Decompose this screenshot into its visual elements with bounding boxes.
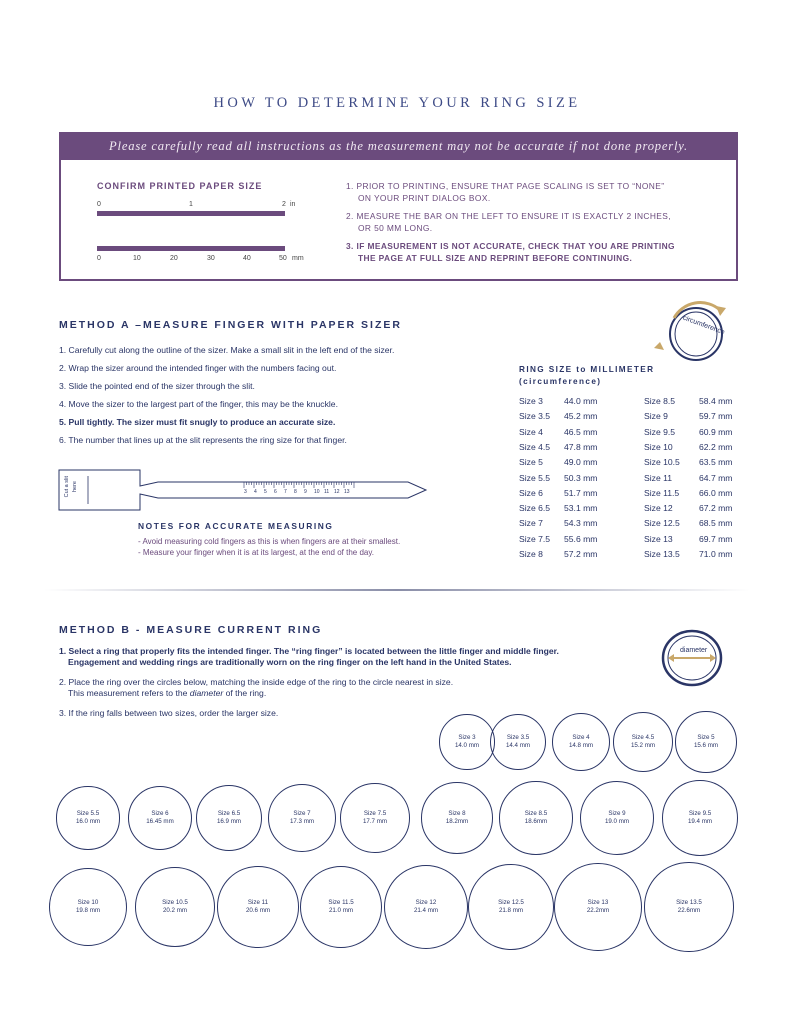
confirm-step-1-line2: ON YOUR PRINT DIALOG BOX. bbox=[358, 193, 491, 203]
sizer-scale-number: 8 bbox=[294, 489, 297, 495]
circle-size-label: Size 4 bbox=[572, 733, 590, 741]
circle-mm-label: 21.0 mm bbox=[328, 906, 354, 914]
table-size: Size 3 bbox=[519, 396, 543, 406]
circle-size-label: Size 9.5 bbox=[688, 809, 712, 817]
note: - Avoid measuring cold fingers as this is when fingers are at their smallest. bbox=[138, 537, 401, 546]
ring-size-circle bbox=[56, 786, 119, 849]
ring-size-circle bbox=[613, 712, 673, 772]
circle-mm-label: 17.3 mm bbox=[289, 817, 315, 825]
circle-size-label: Size 13 bbox=[587, 898, 609, 906]
circle-size-label: Size 5 bbox=[697, 733, 715, 741]
circle-mm-label: 21.8 mm bbox=[498, 906, 524, 914]
table-size: Size 11 bbox=[644, 472, 673, 483]
method-b-step-3: 3. If the ring falls between two sizes, order the larger size. bbox=[59, 708, 279, 718]
circle-size-label: Size 11.5 bbox=[328, 898, 354, 906]
ring-size-circle bbox=[49, 868, 127, 946]
method-b-step-1-cont: Engagement and wedding rings are traditionally worn on the ring finger on the left hand in the United States. bbox=[68, 657, 512, 667]
table-mm: 51.7 mm bbox=[564, 487, 598, 498]
table-mm: 55.6 mm bbox=[564, 533, 598, 544]
circle-mm-label: 16.0 mm bbox=[75, 817, 101, 825]
mm-unit: mm bbox=[292, 255, 304, 262]
table-size: Size 6 bbox=[519, 487, 543, 498]
sizer-scale-number: 3 bbox=[244, 489, 247, 495]
method-b-step-2-text: of the ring. bbox=[223, 688, 267, 698]
table-mm: 44.0 mm bbox=[564, 396, 598, 406]
ring-icon-label: circumference bbox=[681, 314, 726, 337]
table-heading-2: (circumference) bbox=[519, 377, 602, 386]
notes-heading: NOTES FOR ACCURATE MEASURING bbox=[138, 521, 334, 531]
sizer-scale-number: 12 bbox=[334, 489, 340, 495]
ring-size-circle bbox=[490, 714, 547, 771]
table-size: Size 3.5 bbox=[519, 411, 551, 422]
circle-mm-label: 20.6 mm bbox=[245, 906, 271, 914]
mm-tick-label: 40 bbox=[243, 255, 251, 262]
sizer-slit-label: here bbox=[72, 481, 78, 493]
table-heading-1: RING SIZE to MILLIMETER bbox=[519, 365, 655, 374]
circle-mm-label: 18.6mm bbox=[524, 817, 548, 825]
ring-size-circle bbox=[384, 865, 468, 949]
circle-size-label: Size 8 bbox=[448, 809, 466, 817]
method-b-step-1: 1. Select a ring that properly fits the intended finger. The “ring finger” is located between the little finger and middle finger. bbox=[59, 646, 559, 656]
circle-size-label: Size 8.5 bbox=[524, 809, 548, 817]
circle-mm-label: 15.6 mm bbox=[693, 741, 719, 749]
ring-size-circle bbox=[135, 867, 215, 947]
circle-size-label: Size 6 bbox=[151, 809, 169, 817]
circle-size-label: Size 3 bbox=[458, 733, 476, 741]
table-size: Size 8 bbox=[519, 549, 543, 559]
circle-mm-label: 21.4 mm bbox=[413, 906, 439, 914]
circle-mm-label: 22.6mm bbox=[677, 906, 701, 914]
table-mm: 69.7 mm bbox=[699, 533, 733, 544]
table-size: Size 13.5 bbox=[644, 549, 680, 559]
table-mm: 50.3 mm bbox=[564, 472, 598, 483]
sizer-scale-number: 9 bbox=[304, 489, 307, 495]
ring-size-circle bbox=[499, 781, 572, 854]
table-mm: 68.5 mm bbox=[699, 518, 733, 529]
circle-mm-label: 17.7 mm bbox=[362, 817, 388, 825]
note: - Measure your finger when it is at its largest, at the end of the day. bbox=[138, 548, 374, 557]
table-size: Size 10.5 bbox=[644, 457, 680, 468]
ring-size-circle bbox=[196, 785, 263, 852]
method-b-step-2-emph: diameter bbox=[189, 688, 224, 698]
table-size: Size 10 bbox=[644, 441, 673, 452]
table-mm: 45.2 mm bbox=[564, 411, 598, 422]
table-mm: 53.1 mm bbox=[564, 503, 598, 514]
ring-size-circle bbox=[268, 784, 336, 852]
circle-size-label: Size 12 bbox=[415, 898, 437, 906]
sizer-scale-number: 6 bbox=[274, 489, 277, 495]
circle-mm-label: 15.2 mm bbox=[630, 741, 656, 749]
method-b-heading: METHOD B - MEASURE CURRENT RING bbox=[59, 624, 323, 636]
sizer-scale-number: 7 bbox=[284, 489, 287, 495]
table-size: Size 9 bbox=[644, 411, 668, 422]
sizer-scale-number: 4 bbox=[254, 489, 257, 495]
table-mm: 54.3 mm bbox=[564, 518, 598, 529]
circle-size-label: Size 11 bbox=[247, 898, 269, 906]
page-title: HOW TO DETERMINE YOUR RING SIZE bbox=[213, 95, 581, 111]
sizer-scale-number: 10 bbox=[314, 489, 320, 495]
method-a-step: 6. The number that lines up at the slit represents the ring size for that finger. bbox=[59, 435, 347, 445]
circle-size-label: Size 10.5 bbox=[162, 898, 188, 906]
method-b-step-2: 2. Place the ring over the circles below, matching the inside edge of the ring to the circle nearest in size. bbox=[59, 677, 454, 687]
table-mm: 47.8 mm bbox=[564, 441, 598, 452]
confirm-step-2-line2: OR 50 MM LONG. bbox=[358, 223, 433, 233]
sizer-scale-number: 11 bbox=[324, 489, 330, 495]
table-size: Size 9.5 bbox=[644, 426, 676, 437]
inch-tick-label: 0 bbox=[97, 201, 101, 208]
circle-size-label: Size 12.5 bbox=[498, 898, 524, 906]
table-mm: 60.9 mm bbox=[699, 426, 733, 437]
confirm-step-1-line1: 1. PRIOR TO PRINTING, ENSURE THAT PAGE SCALING IS SET TO “NONE” bbox=[346, 181, 665, 191]
mm-tick-label: 0 bbox=[97, 255, 101, 262]
method-a-step: 2. Wrap the sizer around the intended finger with the numbers facing out. bbox=[59, 363, 337, 373]
confirm-heading: CONFIRM PRINTED PAPER SIZE bbox=[97, 181, 263, 191]
mm-tick-label: 50 bbox=[279, 255, 287, 262]
circle-size-label: Size 3.5 bbox=[506, 733, 530, 741]
circle-mm-label: 18.2mm bbox=[445, 817, 469, 825]
table-size: Size 11.5 bbox=[644, 487, 680, 498]
inch-tick-label: 1 bbox=[189, 201, 193, 208]
ring-size-circle bbox=[340, 783, 410, 853]
table-size: Size 7 bbox=[519, 518, 543, 529]
table-mm: 66.0 mm bbox=[699, 487, 733, 498]
circle-size-label: Size 10 bbox=[77, 898, 99, 906]
circle-size-label: Size 4.5 bbox=[631, 733, 655, 741]
circle-mm-label: 14.4 mm bbox=[505, 741, 531, 749]
method-a-step: 4. Move the sizer to the largest part of the finger, this may be the knuckle. bbox=[59, 399, 338, 409]
table-mm: 49.0 mm bbox=[564, 457, 598, 468]
table-mm: 46.5 mm bbox=[564, 426, 598, 437]
circle-mm-label: 19.0 mm bbox=[604, 817, 630, 825]
circle-size-label: Size 7.5 bbox=[363, 809, 387, 817]
table-mm: 62.2 mm bbox=[699, 441, 733, 452]
ring-size-circle bbox=[468, 864, 554, 950]
table-mm: 71.0 mm bbox=[699, 549, 733, 559]
circle-mm-label: 19.4 mm bbox=[687, 817, 713, 825]
ring-size-circle bbox=[128, 786, 193, 851]
circle-mm-label: 14.0 mm bbox=[454, 741, 480, 749]
circle-size-label: Size 7 bbox=[293, 809, 311, 817]
ring-size-circle bbox=[675, 711, 736, 772]
circle-mm-label: 20.2 mm bbox=[162, 906, 188, 914]
method-a-step: 3. Slide the pointed end of the sizer through the slit. bbox=[59, 381, 255, 391]
method-a-heading: METHOD A –MEASURE FINGER WITH PAPER SIZER bbox=[59, 319, 402, 331]
ring-size-circle bbox=[300, 866, 383, 949]
table-size: Size 4.5 bbox=[519, 441, 551, 452]
circle-mm-label: 22.2mm bbox=[586, 906, 610, 914]
mm-tick-label: 30 bbox=[207, 255, 215, 262]
circle-size-label: Size 9 bbox=[608, 809, 626, 817]
table-mm: 57.2 mm bbox=[564, 549, 598, 559]
ring-size-circle bbox=[580, 781, 655, 856]
warning-banner: Please carefully read all instructions as the measurement may not be accurate if not done properly. bbox=[59, 132, 738, 160]
ring-size-circle bbox=[552, 713, 610, 771]
table-mm: 64.7 mm bbox=[699, 472, 733, 483]
table-size: Size 5 bbox=[519, 457, 543, 468]
method-b-step-2-text: This measurement refers to the bbox=[68, 688, 190, 698]
confirm-step-3-line2: THE PAGE AT FULL SIZE AND REPRINT BEFORE CONTINUING. bbox=[358, 253, 633, 263]
table-mm: 58.4 mm bbox=[699, 396, 733, 406]
circle-mm-label: 16.9 mm bbox=[216, 817, 242, 825]
table-mm: 63.5 mm bbox=[699, 457, 733, 468]
table-size: Size 7.5 bbox=[519, 533, 551, 544]
circle-size-label: Size 5.5 bbox=[76, 809, 100, 817]
circle-size-label: Size 13.5 bbox=[676, 898, 702, 906]
ring-size-circle bbox=[644, 862, 733, 951]
table-mm: 59.7 mm bbox=[699, 411, 733, 422]
sizer-scale-number: 5 bbox=[264, 489, 267, 495]
table-mm: 67.2 mm bbox=[699, 503, 733, 514]
table-size: Size 4 bbox=[519, 426, 543, 437]
table-size: Size 13 bbox=[644, 533, 673, 544]
sizer-slit-label: Cut a slit bbox=[64, 476, 70, 498]
ring-icon-label: diameter bbox=[680, 647, 708, 654]
table-size: Size 8.5 bbox=[644, 396, 676, 406]
circle-mm-label: 14.8 mm bbox=[568, 741, 594, 749]
circle-mm-label: 16.45 mm bbox=[146, 817, 174, 825]
table-size: Size 12 bbox=[644, 503, 673, 514]
method-a-step: 5. Pull tightly. The sizer must fit snugly to produce an accurate size. bbox=[59, 417, 336, 427]
mm-tick-label: 10 bbox=[133, 255, 141, 262]
confirm-step-3-line1: 3. IF MEASUREMENT IS NOT ACCURATE, CHECK THAT YOU ARE PRINTING bbox=[346, 241, 675, 251]
ring-size-circle bbox=[439, 714, 494, 769]
table-size: Size 12.5 bbox=[644, 518, 680, 529]
table-size: Size 6.5 bbox=[519, 503, 551, 514]
method-a-step: 1. Carefully cut along the outline of the sizer. Make a small slit in the left end of the sizer. bbox=[59, 345, 395, 355]
circle-size-label: Size 6.5 bbox=[217, 809, 241, 817]
ring-size-circle bbox=[662, 780, 738, 856]
inch-unit: in bbox=[290, 201, 296, 208]
sizer-scale-number: 13 bbox=[344, 489, 350, 495]
circle-mm-label: 19.8 mm bbox=[75, 906, 101, 914]
ring-size-circle bbox=[421, 782, 493, 854]
table-size: Size 5.5 bbox=[519, 472, 551, 483]
inch-tick-label: 2 bbox=[282, 201, 286, 208]
ring-size-circle bbox=[554, 863, 641, 950]
ring-size-circle bbox=[217, 866, 298, 947]
mm-tick-label: 20 bbox=[170, 255, 178, 262]
confirm-step-2-line1: 2. MEASURE THE BAR ON THE LEFT TO ENSURE IT IS EXACTLY 2 INCHES, bbox=[346, 211, 672, 221]
